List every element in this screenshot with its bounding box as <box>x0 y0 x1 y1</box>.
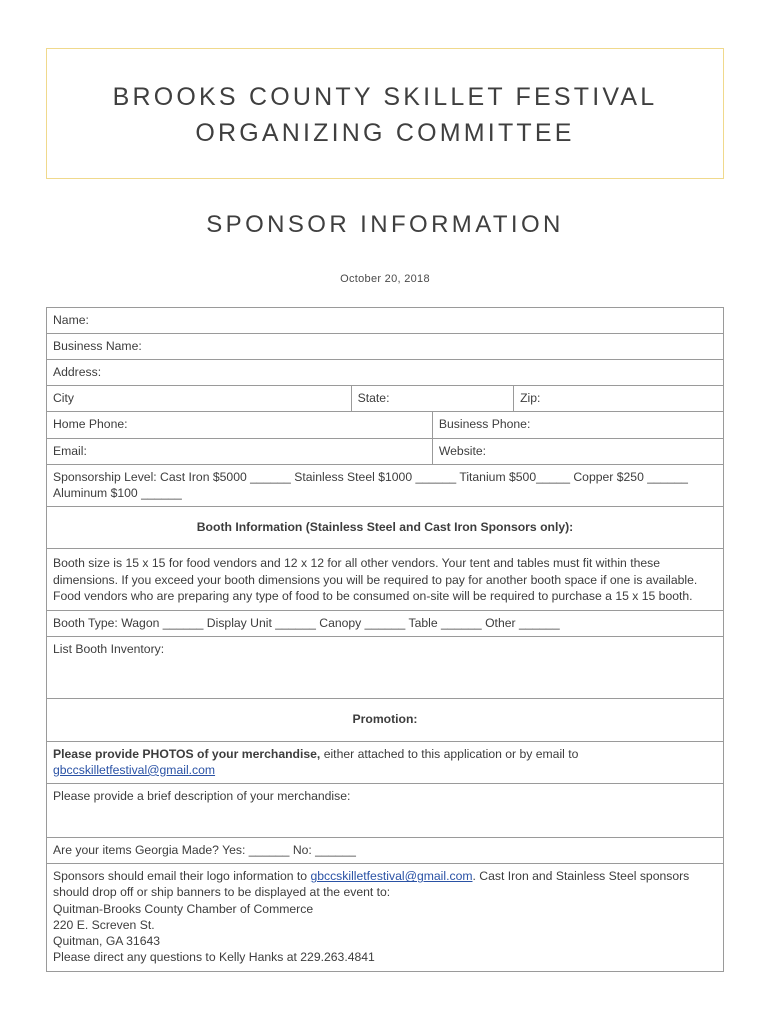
promotion-photos-row <box>47 741 724 783</box>
table-row <box>47 386 724 412</box>
table-row <box>47 699 724 741</box>
field-sponsorship-level[interactable]: Sponsorship Level: Cast Iron $5000 ______ Stainless Steel $1000 ______ Titanium $500_____ Copper $250 ______ Aluminum $100 ______ <box>47 464 724 506</box>
promotion-logo-instructions <box>47 864 724 971</box>
field-georgia-made[interactable]: Are your items Georgia Made? Yes: ______ No: ______ <box>47 838 724 864</box>
field-city[interactable]: City <box>47 386 352 412</box>
logo-email-link[interactable]: gbccskilletfestival@gmail.com <box>310 869 473 884</box>
table-row <box>47 464 724 506</box>
field-zip[interactable]: Zip: <box>514 386 724 412</box>
field-booth-type[interactable]: Booth Type: Wagon ______ Display Unit ______ Canopy ______ Table ______ Other ______ <box>47 611 724 637</box>
promotion-photos-email-link[interactable]: gbccskilletfestival@gmail.com <box>53 762 216 777</box>
document-title-line-1: BROOKS COUNTY SKILLET FESTIVAL <box>112 83 658 111</box>
table-row <box>47 307 724 333</box>
table-row <box>47 438 724 464</box>
table-row <box>47 611 724 637</box>
field-home-phone[interactable]: Home Phone: <box>47 412 433 438</box>
table-row <box>47 864 724 971</box>
promotion-section-heading: Promotion: <box>47 699 724 741</box>
table-row <box>47 637 724 699</box>
chamber-address-line-1: Quitman-Brooks County Chamber of Commerce <box>53 901 314 916</box>
field-email[interactable]: Email: <box>47 438 433 464</box>
table-row <box>47 838 724 864</box>
table-row <box>47 549 724 611</box>
field-address[interactable]: Address: <box>47 359 724 385</box>
field-state[interactable]: State: <box>351 386 513 412</box>
table-row <box>47 507 724 549</box>
table-row <box>47 412 724 438</box>
logo-line-post: . Cast Iron and Stainless Steel sponsors should drop off or ship banners to be displayed at the event to: <box>53 869 690 900</box>
promotion-photos-bold: Please provide PHOTOS of your merchandise, <box>53 746 321 761</box>
table-row <box>47 741 724 783</box>
field-business-phone[interactable]: Business Phone: <box>432 412 723 438</box>
table-row <box>47 333 724 359</box>
booth-description: Booth size is 15 x 15 for food vendors and 12 x 12 for all other vendors. Your tent and tables must fit within these dimensions. If you exceed your booth dimensions you will be required to pay for another booth space if one is available. Food vendors who are preparing any type of food to be consumed on-site will be required to purchase a 15 x 15 booth. <box>47 549 724 611</box>
table-row <box>47 784 724 838</box>
promotion-photos-rest: either attached to this application or by email to <box>320 746 579 761</box>
logo-line-pre: Sponsors should email their logo information to <box>53 869 311 884</box>
document-subtitle: SPONSOR INFORMATION <box>206 210 564 238</box>
field-website[interactable]: Website: <box>432 438 723 464</box>
chamber-address-line-3: Quitman, GA 31643 <box>53 934 161 949</box>
booth-section-heading: Booth Information (Stainless Steel and Cast Iron Sponsors only): <box>47 507 724 549</box>
sponsor-form-table <box>46 307 724 972</box>
field-merchandise-description[interactable]: Please provide a brief description of your merchandise: <box>47 784 724 838</box>
field-booth-inventory[interactable]: List Booth Inventory: <box>47 637 724 699</box>
table-row <box>47 359 724 385</box>
document-date: October 20, 2018 <box>340 272 430 285</box>
field-business-name[interactable]: Business Name: <box>47 333 724 359</box>
contact-questions-line: Please direct any questions to Kelly Hanks at 229.263.4841 <box>53 950 375 965</box>
chamber-address-line-2: 220 E. Screven St. <box>53 917 155 932</box>
title-box <box>46 48 724 179</box>
document-title-line-2: ORGANIZING COMMITTEE <box>195 119 575 148</box>
field-name[interactable]: Name: <box>47 307 724 333</box>
